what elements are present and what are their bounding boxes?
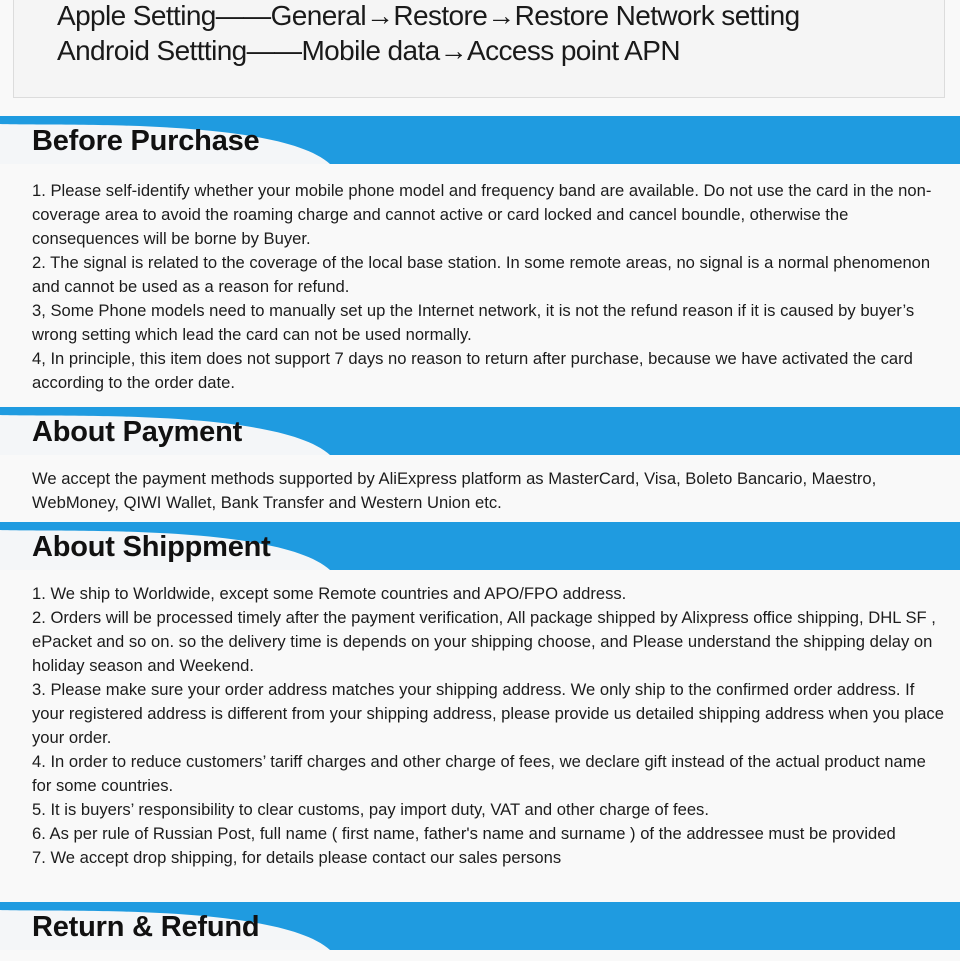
section-title-before-purchase: Before Purchase: [32, 125, 260, 157]
apple-setting-text: Apple Setting——General→Restore→Restore Network setting: [57, 0, 800, 31]
list-item: 7. We accept drop shipping, for details please contact our sales persons: [32, 848, 562, 867]
section-title-about-payment: About Payment: [32, 416, 243, 448]
list-item: 1. We ship to Worldwide, except some Remote countries and APO/FPO address.: [32, 584, 627, 603]
list-item: We accept the payment methods supported by AliExpress platform as MasterCard, Visa, Boleto Bancario, Maestro, WebMoney, QIWI Wallet, Bank Transfer and Western Union etc.: [32, 469, 877, 512]
list-item: 3, Some Phone models need to manually set up the Internet network, it is not the refund reason if it is caused by buyer’s wrong setting which lead the card can not be used normally.: [32, 301, 915, 344]
section-title-return-refund: Return & Refund: [32, 911, 260, 943]
android-setting-text: Android Settting——Mobile data→Access point APN: [57, 35, 680, 66]
list-item: 2. Orders will be processed timely after the payment verification, All package shipped by Alixpress office shipping, DHL SF , ePacket and so on. so the delivery time is depends on your shipping choose, and Please understand the shipping delay on holiday season and Weekend.: [32, 608, 936, 675]
before-purchase-text: [32, 179, 944, 395]
banner-return-refund: [0, 902, 960, 950]
list-item: 1. Please self-identify whether your mobile phone model and frequency band are available. Do not use the card in the non-coverage area to avoid the roaming charge and cannot active or card locked and cancel boundle, otherwise the consequences will be borne by Buyer.: [32, 181, 932, 248]
banner-about-payment: [0, 407, 960, 455]
list-item: 4, In principle, this item does not support 7 days no reason to return after purchase, because we have activated the card according to the order date.: [32, 349, 913, 392]
list-item: 3. Please make sure your order address matches your shipping address. We only ship to the confirmed order address. If your registered address is different from your shipping address, please provide us detailed shipping address when you place your order.: [32, 680, 944, 747]
banner-before-purchase: [0, 116, 960, 164]
list-item: 4. In order to reduce customers’ tariff charges and other charge of fees, we declare gift instead of the actual product name for some countries.: [32, 752, 926, 795]
about-payment-text: [32, 467, 944, 515]
list-item: 6. As per rule of Russian Post, full name ( first name, father's name and surname ) of the addressee must be provided: [32, 824, 896, 843]
list-item: 5. It is buyers’ responsibility to clear customs, pay import duty, VAT and other charge of fees.: [32, 800, 709, 819]
banner-about-shipment: [0, 522, 960, 570]
section-title-about-shipment: About Shippment: [32, 531, 271, 563]
about-shipment-text: [32, 582, 944, 870]
list-item: 2. The signal is related to the coverage of the local base station. In some remote areas, no signal is a normal phenomenon and cannot be used as a reason for refund.: [32, 253, 931, 296]
